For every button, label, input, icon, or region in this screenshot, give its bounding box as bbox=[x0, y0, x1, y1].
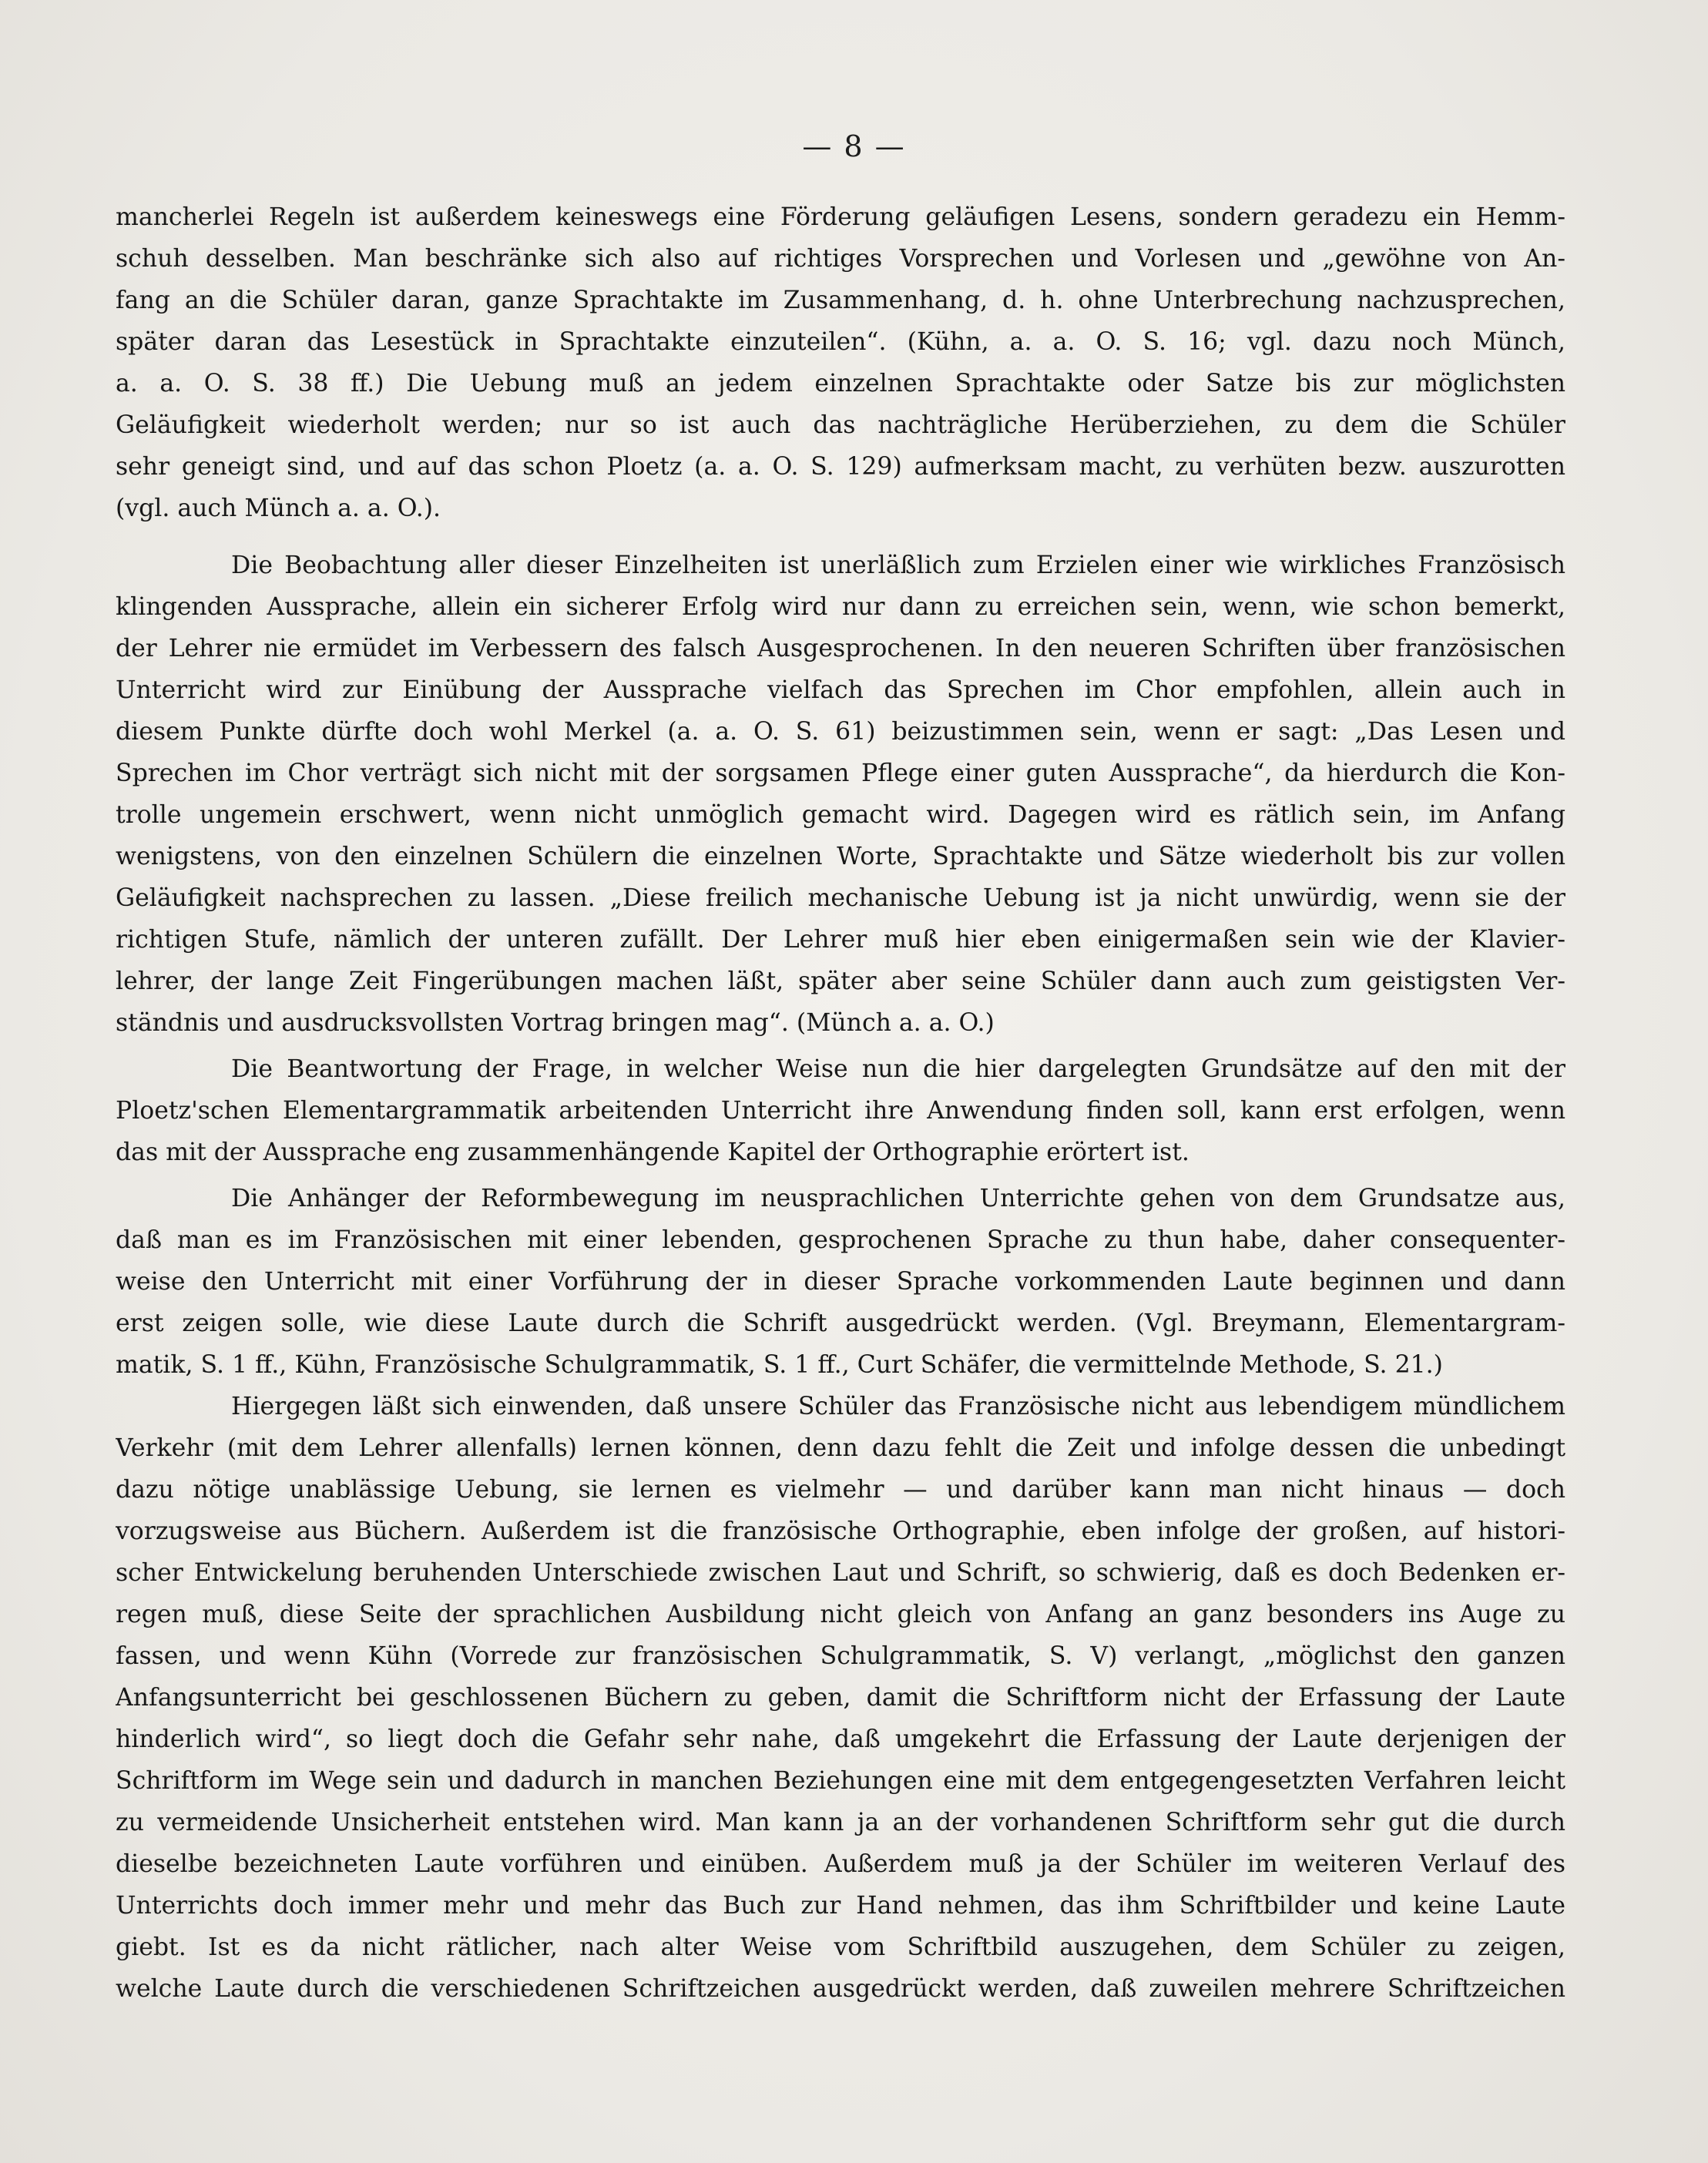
text-line: Unterricht wird zur Einübung der Aussprache vielfach das Sprechen im Chor empfohlen, allein auch in bbox=[116, 676, 1565, 704]
text-line: diesem Punkte dürfte doch wohl Merkel (a. a. O. S. 61) beizustimmen sein, wenn er sagt: „Das Lesen und bbox=[116, 718, 1565, 746]
text-line: a. a. O. S. 38 ff.) Die Uebung muß an jedem einzelnen Sprachtakte oder Satze bis zur möglichsten bbox=[116, 370, 1565, 397]
text-line: weise den Unterricht mit einer Vorführung der in dieser Sprache vorkommenden Laute beginnen und dann bbox=[116, 1268, 1565, 1296]
text-line: Unterrichts doch immer mehr und mehr das Buch zur Hand nehmen, das ihm Schriftbilder und keine Laute bbox=[116, 1892, 1565, 1920]
page-number: — 8 — bbox=[802, 129, 906, 163]
text-line: Sprechen im Chor verträgt sich nicht mit der sorgsamen Pflege einer guten Aussprache“, da hierdurch die Kon- bbox=[116, 760, 1565, 787]
body-text bbox=[116, 196, 1565, 2010]
text-line: das mit der Aussprache eng zusammenhängende Kapitel der Orthographie erörtert ist. bbox=[116, 1139, 1190, 1166]
text-line: hinderlich wird“, so liegt doch die Gefahr sehr nahe, daß umgekehrt die Erfassung der Laute derjenigen der bbox=[116, 1725, 1565, 1753]
text-line: (vgl. auch Münch a. a. O.). bbox=[116, 495, 441, 522]
text-line: Schriftform im Wege sein und dadurch in manchen Beziehungen eine mit dem entgegengesetzten Verfahren leicht bbox=[116, 1767, 1565, 1795]
text-line: erst zeigen solle, wie diese Laute durch die Schrift ausgedrückt werden. (Vgl. Breymann, Elementargram- bbox=[116, 1310, 1565, 1337]
text-line: vorzugsweise aus Büchern. Außerdem ist die französische Orthographie, eben infolge der großen, auf histori- bbox=[116, 1517, 1565, 1545]
text-line: Geläufigkeit wiederholt werden; nur so ist auch das nachträgliche Herüberziehen, zu dem die Schüler bbox=[116, 411, 1565, 439]
text-line: regen muß, diese Seite der sprachlichen Ausbildung nicht gleich von Anfang an ganz besonders ins Auge zu bbox=[116, 1601, 1565, 1628]
text-line: Die Beobachtung aller dieser Einzelheiten ist unerläßlich zum Erzielen einer wie wirkliches Französisch bbox=[231, 552, 1565, 579]
text-line: Ploetz'schen Elementargrammatik arbeitenden Unterricht ihre Anwendung finden soll, kann erst erfolgen, wenn bbox=[116, 1097, 1565, 1125]
text-line: giebt. Ist es da nicht rätlicher, nach alter Weise vom Schriftbild auszugehen, dem Schüler zu zeigen, bbox=[116, 1933, 1565, 1961]
text-line: schuh desselben. Man beschränke sich also auf richtiges Vorsprechen und Vorlesen und „gewöhne von An- bbox=[116, 245, 1565, 273]
text-line: Die Anhänger der Reformbewegung im neusprachlichen Unterrichte gehen von dem Grundsatze aus, bbox=[231, 1185, 1565, 1212]
text-line: fassen, und wenn Kühn (Vorrede zur französischen Schulgrammatik, S. V) verlangt, „möglichst den ganzen bbox=[116, 1642, 1565, 1670]
text-line: welche Laute durch die verschiedenen Schriftzeichen ausgedrückt werden, daß zuweilen mehrere Schriftzeichen bbox=[116, 1975, 1565, 2003]
text-line: klingenden Aussprache, allein ein sicherer Erfolg wird nur dann zu erreichen sein, wenn, wie schon bemerkt, bbox=[116, 593, 1565, 621]
text-line: Die Beantwortung der Frage, in welcher Weise nun die hier dargelegten Grundsätze auf den mit der bbox=[231, 1055, 1565, 1083]
text-line: ständnis und ausdrucksvollsten Vortrag bringen mag“. (Münch a. a. O.) bbox=[116, 1009, 995, 1037]
text-line: Anfangsunterricht bei geschlossenen Büchern zu geben, damit die Schriftform nicht der Erfassung der Laute bbox=[116, 1684, 1565, 1712]
text-line: dieselbe bezeichneten Laute vorführen und einüben. Außerdem muß ja der Schüler im weiteren Verlauf des bbox=[116, 1850, 1565, 1878]
text-line: Geläufigkeit nachsprechen zu lassen. „Diese freilich mechanische Uebung ist ja nicht unwürdig, wenn sie der bbox=[116, 884, 1565, 912]
text-line: wenigstens, von den einzelnen Schülern die einzelnen Worte, Sprachtakte und Sätze wiederholt bis zur vollen bbox=[116, 843, 1565, 870]
text-line: dazu nötige unablässige Uebung, sie lernen es vielmehr — und darüber kann man nicht hinaus — doch bbox=[116, 1476, 1565, 1504]
text-line: trolle ungemein erschwert, wenn nicht unmöglich gemacht wird. Dagegen wird es rätlich sein, im Anfang bbox=[116, 801, 1565, 829]
text-line: Verkehr (mit dem Lehrer allenfalls) lernen können, denn dazu fehlt die Zeit und infolge dessen die unbedingt bbox=[116, 1434, 1565, 1462]
text-line: mancherlei Regeln ist außerdem keineswegs eine Förderung geläufigen Lesens, sondern geradezu ein Hemm- bbox=[116, 203, 1565, 231]
text-line: matik, S. 1 ff., Kühn, Französische Schulgrammatik, S. 1 ff., Curt Schäfer, die vermittelnde Methode, S. 21.) bbox=[116, 1351, 1443, 1379]
text-line: daß man es im Französischen mit einer lebenden, gesprochenen Sprache zu thun habe, daher consequenter- bbox=[116, 1226, 1565, 1254]
text-line: der Lehrer nie ermüdet im Verbessern des falsch Ausgesprochenen. In den neueren Schriften über französischen bbox=[116, 635, 1565, 662]
text-line: fang an die Schüler daran, ganze Sprachtakte im Zusammenhang, d. h. ohne Unterbrechung nachzusprechen, bbox=[116, 287, 1565, 314]
text-line: lehrer, der lange Zeit Fingerübungen machen läßt, später aber seine Schüler dann auch zum geistigsten Ver- bbox=[116, 967, 1565, 995]
text-line: sehr geneigt sind, und auf das schon Ploetz (a. a. O. S. 129) aufmerksam macht, zu verhüten bezw. auszurotten bbox=[116, 453, 1565, 481]
text-line: zu vermeidende Unsicherheit entstehen wird. Man kann ja an der vorhandenen Schriftform sehr gut die durch bbox=[116, 1809, 1565, 1836]
text-line: später daran das Lesestück in Sprachtakte einzuteilen“. (Kühn, a. a. O. S. 16; vgl. dazu noch Münch, bbox=[116, 328, 1565, 356]
text-line: Hiergegen läßt sich einwenden, daß unsere Schüler das Französische nicht aus lebendigem mündlichem bbox=[231, 1393, 1565, 1420]
text-line: scher Entwickelung beruhenden Unterschiede zwischen Laut und Schrift, so schwierig, daß es doch Bedenken er- bbox=[116, 1559, 1565, 1587]
text-line: richtigen Stufe, nämlich der unteren zufällt. Der Lehrer muß hier eben einigermaßen sein wie der Klavier- bbox=[116, 926, 1565, 954]
